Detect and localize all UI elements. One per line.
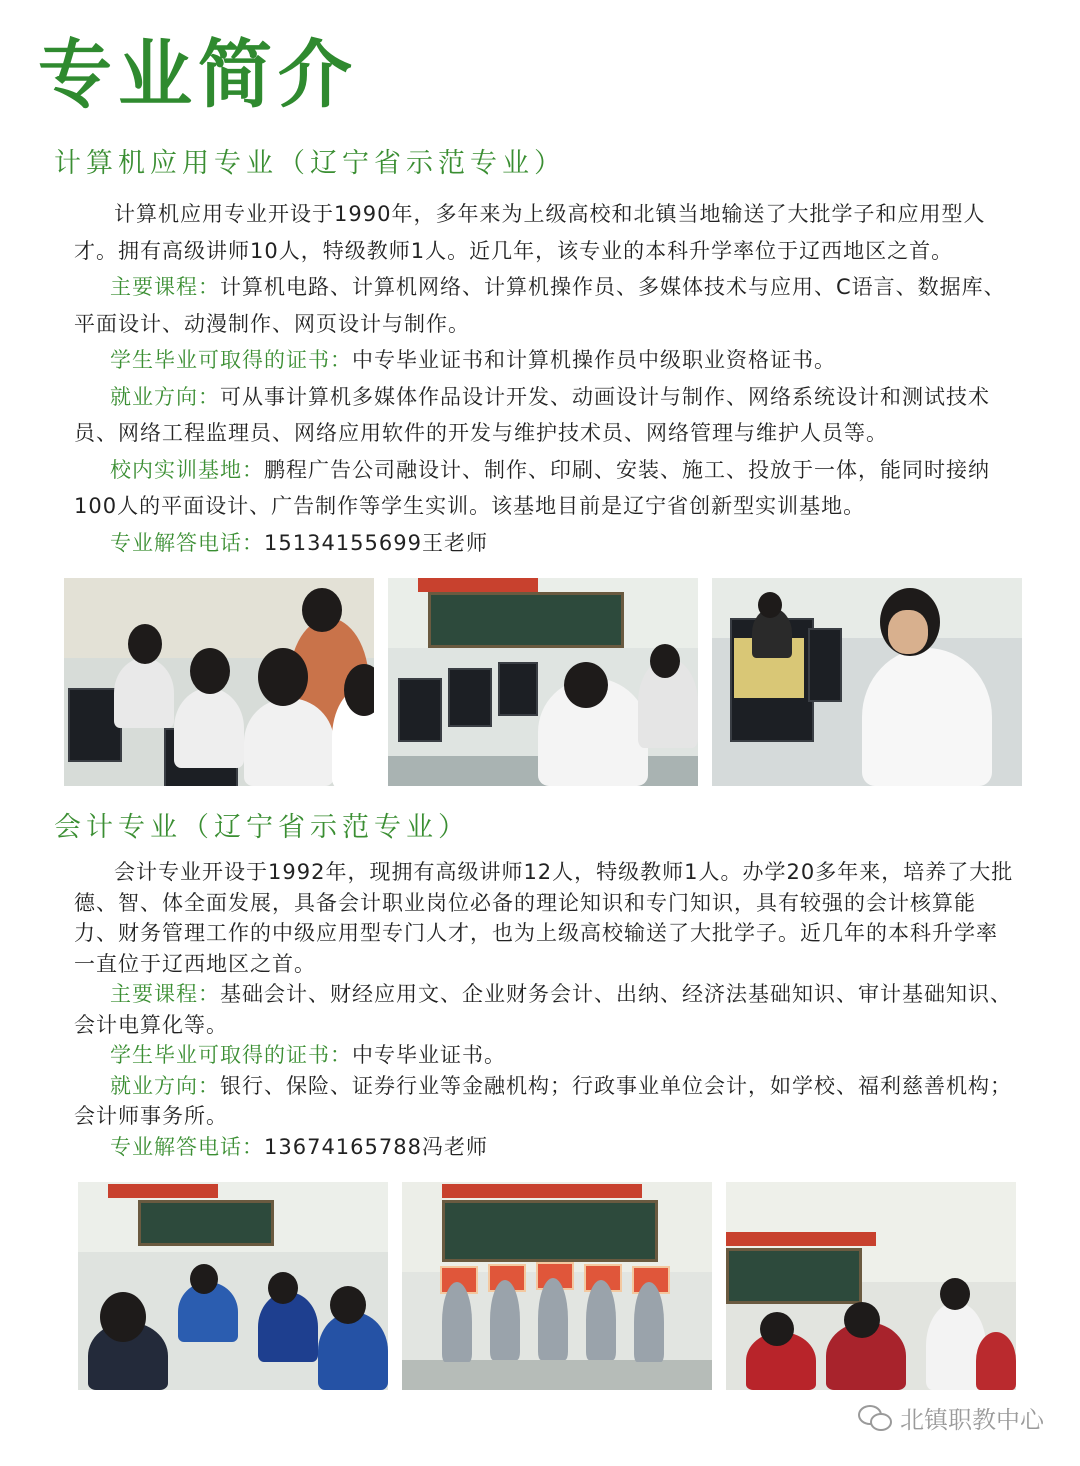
- courses-line: [74, 269, 1016, 342]
- jobs-text: 银行、保险、证券行业等金融机构；行政事业单位会计，如学校、福利慈善机构；会计师事务所。: [74, 1073, 1012, 1128]
- jobs-label: 就业方向：: [110, 384, 220, 409]
- jobs-text: 可从事计算机多媒体作品设计开发、动画设计与制作、网络系统设计和测试技术员、网络工程监理员、网络应用软件的开发与维护技术员、网络管理与维护人员等。: [74, 384, 990, 445]
- phone-label: 专业解答电话：: [110, 530, 264, 555]
- intro-text: 会计专业开设于1992年，现拥有高级讲师12人，特级教师1人。办学20多年来，培养了大批德、智、体全面发展，具备会计职业岗位必备的理论知识和专门知识，具有较强的会计核算能力、财务管理工作的中级应用型专门人才，也为上级高校输送了大批学子。近几年的本科升学率一直位于辽西地区之首。: [74, 860, 1014, 976]
- base-text: 鹏程广告公司融设计、制作、印刷、安装、施工、投放于一体，能同时接纳100人的平面设计、广告制作等学生实训。该基地目前是辽宁省创新型实训基地。: [74, 457, 990, 518]
- photo-row-computer: [64, 578, 1022, 786]
- phone-line: [74, 1132, 1016, 1163]
- photo-computer-lab-1: [64, 578, 374, 786]
- wechat-icon: [858, 1405, 892, 1431]
- section-body-accounting: [74, 857, 1016, 1162]
- cert-line: [74, 342, 1016, 379]
- watermark-text: 北镇职教中心: [900, 1406, 1044, 1434]
- jobs-label: 就业方向：: [110, 1073, 220, 1098]
- cert-label: 学生毕业可取得的证书：: [110, 348, 352, 372]
- photo-row-accounting: [78, 1182, 1016, 1390]
- photo-computer-lab-2: [388, 578, 698, 786]
- phone-line: [74, 525, 1016, 562]
- phone-text: 15134155699王老师: [264, 530, 488, 555]
- section-title-accounting: 会计专业（辽宁省示范专业）: [54, 812, 470, 843]
- phone-label: 专业解答电话：: [110, 1134, 264, 1159]
- cert-text: 中专毕业证书。: [352, 1043, 506, 1067]
- cert-label: 学生毕业可取得的证书：: [110, 1043, 352, 1067]
- courses-label: 主要课程：: [110, 982, 220, 1006]
- photo-accounting-class-3: [726, 1182, 1016, 1390]
- photo-accounting-class-2: [402, 1182, 712, 1390]
- photo-computer-lab-3: [712, 578, 1022, 786]
- page-title: 专业简介: [38, 32, 358, 118]
- courses-text: 基础会计、财经应用文、企业财务会计、出纳、经济法基础知识、审计基础知识、会计电算化等。: [74, 982, 1012, 1037]
- courses-text: 计算机电路、计算机网络、计算机操作员、多媒体技术与应用、C语言、数据库、平面设计、动漫制作、网页设计与制作。: [74, 275, 1006, 336]
- courses-line: [74, 979, 1016, 1040]
- courses-label: 主要课程：: [110, 275, 220, 299]
- photo-accounting-class-1: [78, 1182, 388, 1390]
- watermark: [858, 1400, 1044, 1435]
- cert-line: [74, 1040, 1016, 1071]
- intro-text: 计算机应用专业开设于1990年，多年来为上级高校和北镇当地输送了大批学子和应用型人才。拥有高级讲师10人，特级教师1人。近几年，该专业的本科升学率位于辽西地区之首。: [74, 202, 986, 263]
- section-body-computer: [74, 196, 1016, 561]
- section-title-computer: 计算机应用专业（辽宁省示范专业）: [54, 148, 566, 179]
- jobs-line: [74, 379, 1016, 452]
- phone-text: 13674165788冯老师: [264, 1134, 488, 1159]
- base-label: 校内实训基地：: [110, 457, 264, 482]
- cert-text: 中专毕业证书和计算机操作员中级职业资格证书。: [352, 348, 836, 372]
- jobs-line: [74, 1071, 1016, 1132]
- base-line: [74, 452, 1016, 525]
